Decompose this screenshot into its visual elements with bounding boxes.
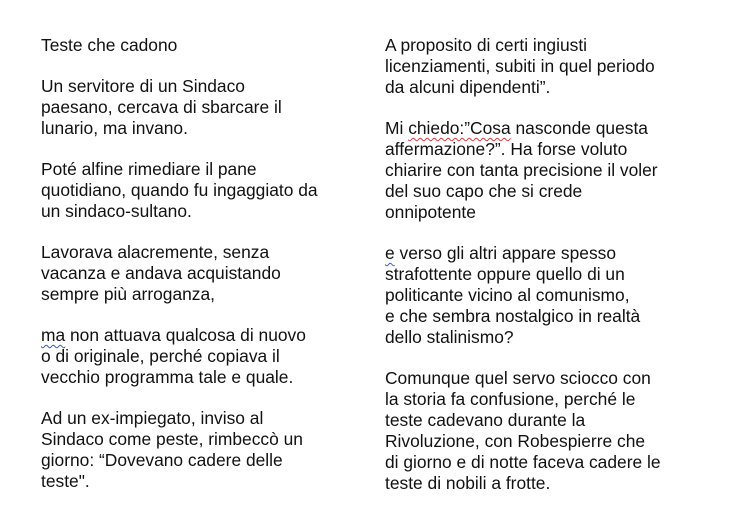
left-paragraph-5[interactable] xyxy=(41,408,351,492)
text-line: da alcuni dipendenti”. xyxy=(385,77,551,97)
text-line: Un servitore di un Sindaco xyxy=(41,76,245,96)
left-column xyxy=(41,35,351,512)
text-line: licenziamenti, subiti in quel periodo xyxy=(385,56,655,76)
text-line: vacanza e andava acquistando xyxy=(41,263,281,283)
text-line: affermazione?”. Ha forse voluto xyxy=(385,139,628,159)
right-paragraph-1[interactable] xyxy=(385,35,705,98)
text-line: chiarire con tanta precisione il voler xyxy=(385,160,658,180)
right-column xyxy=(385,35,705,514)
text-line: A proposito di certi ingiusti xyxy=(385,35,588,55)
left-paragraph-3[interactable] xyxy=(41,242,351,305)
text-line: paesano, cercava di sbarcare il xyxy=(41,97,282,117)
text-line: sempre più arroganza, xyxy=(41,284,215,304)
text-line: dello stalinismo? xyxy=(385,327,514,347)
text-line: lunario, ma invano. xyxy=(41,118,188,138)
text-line: teste". xyxy=(41,471,90,491)
text-line: un sindaco-sultano. xyxy=(41,201,192,221)
right-paragraph-2[interactable] xyxy=(385,118,705,223)
text-line: Rivoluzione, con Robespierre che xyxy=(385,431,646,451)
text-line: Ad un ex-impiegato, inviso al xyxy=(41,408,264,428)
text-line: del suo capo che si crede xyxy=(385,181,583,201)
left-paragraph-2[interactable] xyxy=(41,159,351,222)
left-paragraph-1[interactable] xyxy=(41,76,351,139)
text-segment: Mi xyxy=(385,118,409,138)
text-segment: nasconde questa xyxy=(510,118,648,138)
right-paragraph-3[interactable] xyxy=(385,243,705,348)
text-line: di giorno e di notte faceva cadere le xyxy=(385,452,661,472)
title-text: Teste che cadono xyxy=(41,35,178,55)
spelling-flagged-word[interactable]: chiedo:”Cosa xyxy=(408,118,511,138)
text-line xyxy=(385,243,705,264)
text-line: Comunque quel servo sciocco con xyxy=(385,368,651,388)
text-line: politicante vicino al comunismo, xyxy=(385,285,630,305)
grammar-flagged-word[interactable]: e xyxy=(385,243,395,263)
text-line: o di originale, perché copiava il xyxy=(41,346,280,366)
text-line: la storia fa confusione, perché le xyxy=(385,389,636,409)
text-line: Poté alfine rimediare il pane xyxy=(41,159,257,179)
text-line: giorno: “Dovevano cadere delle xyxy=(41,450,283,470)
text-line: onnipotente xyxy=(385,202,476,222)
grammar-flagged-word[interactable]: ma xyxy=(41,325,66,345)
text-line: Lavorava alacremente, senza xyxy=(41,242,270,262)
text-line: Sindaco come peste, rimbeccò un xyxy=(41,429,303,449)
text-line xyxy=(41,325,351,346)
text-line: strafottente oppure quello di un xyxy=(385,264,625,284)
text-line: quotidiano, quando fu ingaggiato da xyxy=(41,180,318,200)
left-paragraph-4[interactable] xyxy=(41,325,351,388)
text-segment: verso gli altri appare spesso xyxy=(394,243,617,263)
text-line xyxy=(385,118,705,139)
text-segment: non attuava qualcosa di nuovo xyxy=(65,325,306,345)
poem-title[interactable] xyxy=(41,35,351,56)
text-line: e che sembra nostalgico in realtà xyxy=(385,306,641,326)
text-line: teste cadevano durante la xyxy=(385,410,586,430)
text-line: teste di nobili a frotte. xyxy=(385,473,551,493)
right-paragraph-4[interactable] xyxy=(385,368,705,494)
text-line: vecchio programma tale e quale. xyxy=(41,367,294,387)
